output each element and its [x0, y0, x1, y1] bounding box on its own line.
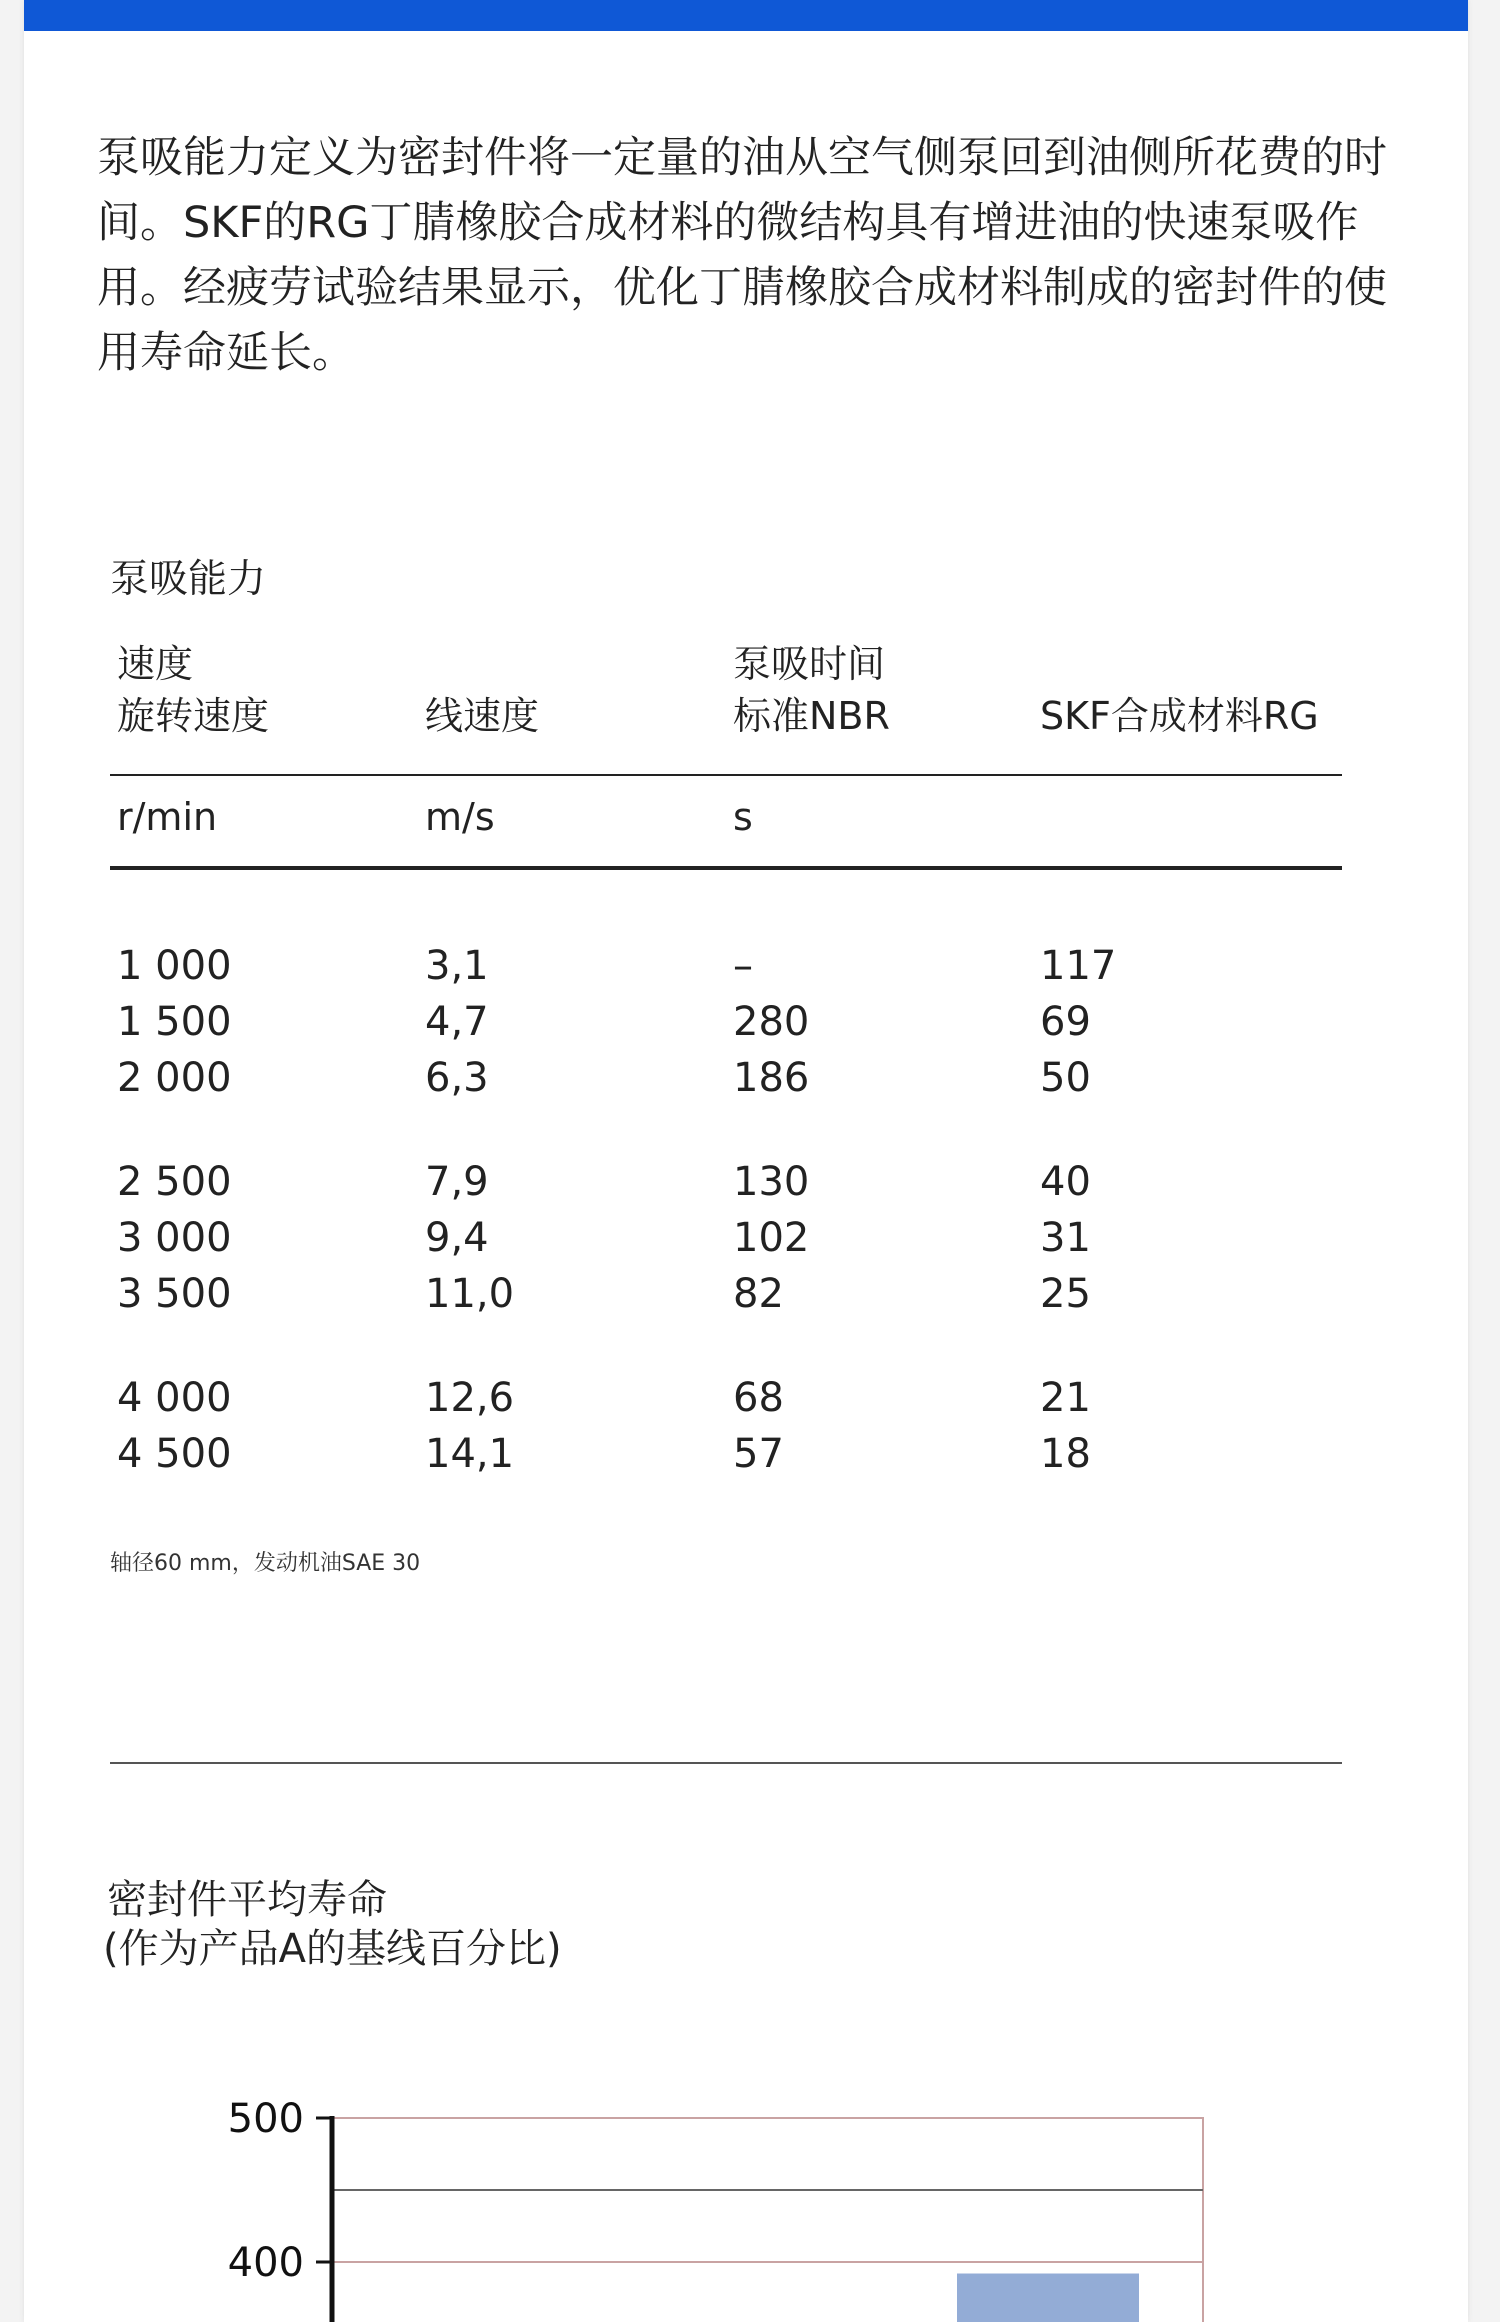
cell-nbr: 57 — [733, 1431, 784, 1477]
cell-rg: 18 — [1040, 1431, 1091, 1477]
table-row — [0, 998, 1500, 1054]
cell-linear: 11,0 — [425, 1271, 515, 1317]
unit-time: s — [733, 795, 753, 839]
chart-subtitle: (作为产品A的基线百分比) — [103, 1926, 562, 1972]
cell-rotational: 4 500 — [117, 1431, 232, 1477]
section-separator — [110, 1762, 1342, 1764]
table-row — [0, 1158, 1500, 1214]
cell-rotational: 1 000 — [117, 943, 232, 989]
header-group-speed: 速度 — [117, 642, 194, 686]
cell-linear: 12,6 — [425, 1375, 515, 1421]
y-tick-label: 400 — [227, 2240, 304, 2286]
chart-title: 密封件平均寿命 — [107, 1877, 387, 1923]
cell-rotational: 3 000 — [117, 1215, 232, 1261]
top-accent-bar — [24, 0, 1468, 31]
cell-rotational: 3 500 — [117, 1271, 232, 1317]
cell-rg: 50 — [1040, 1055, 1091, 1101]
y-ticks — [228, 2096, 332, 2286]
cell-rg: 31 — [1040, 1215, 1091, 1261]
table-row — [0, 942, 1500, 998]
cell-rg: 25 — [1040, 1271, 1091, 1317]
y-tick-label: 500 — [227, 2096, 304, 2142]
cell-linear: 6,3 — [425, 1055, 489, 1101]
table-row — [0, 1214, 1500, 1270]
header-skf-rg: SKF合成材料RG — [1040, 694, 1319, 738]
chart-bar — [957, 2274, 1139, 2322]
header-standard-nbr: 标准NBR — [733, 694, 890, 738]
cell-nbr: 68 — [733, 1375, 784, 1421]
units-divider — [110, 866, 1342, 870]
table-footnote: 轴径60 mm，发动机油SAE 30 — [110, 1551, 421, 1576]
cell-rotational: 1 500 — [117, 999, 232, 1045]
table-row — [0, 1270, 1500, 1326]
cell-nbr: 130 — [733, 1159, 810, 1205]
cell-rg: 21 — [1040, 1375, 1091, 1421]
table-row — [0, 1054, 1500, 1110]
cell-nbr: – — [733, 943, 753, 989]
cell-linear: 7,9 — [425, 1159, 489, 1205]
cell-linear: 14,1 — [425, 1431, 515, 1477]
intro-paragraph: 泵吸能力定义为密封件将一定量的油从空气侧泵回到油侧所花费的时间。SKF的RG丁腈橡胶合成材料的微结构具有增进油的快速泵吸作用。经疲劳试验结果显示，优化丁腈橡胶合成材料制成的密封件的使用寿命延长。 — [97, 133, 1387, 378]
seal-life-chart — [0, 2060, 1500, 2322]
cell-linear: 9,4 — [425, 1215, 489, 1261]
cell-rotational: 2 000 — [117, 1055, 232, 1101]
cell-nbr: 102 — [733, 1215, 810, 1261]
cell-nbr: 280 — [733, 999, 810, 1045]
table-title: 泵吸能力 — [110, 557, 267, 602]
cell-rg: 40 — [1040, 1159, 1091, 1205]
table-row — [0, 1374, 1500, 1430]
cell-rotational: 2 500 — [117, 1159, 232, 1205]
header-divider — [110, 774, 1342, 776]
table-row — [0, 1430, 1500, 1486]
cell-nbr: 186 — [733, 1055, 810, 1101]
cell-linear: 4,7 — [425, 999, 489, 1045]
header-group-pumping-time: 泵吸时间 — [733, 642, 886, 686]
header-rotational-speed: 旋转速度 — [117, 694, 270, 738]
unit-linear: m/s — [425, 795, 495, 839]
header-linear-speed: 线速度 — [425, 694, 540, 738]
unit-rotational: r/min — [117, 795, 218, 839]
cell-rotational: 4 000 — [117, 1375, 232, 1421]
cell-nbr: 82 — [733, 1271, 784, 1317]
cell-rg: 117 — [1040, 943, 1117, 989]
cell-rg: 69 — [1040, 999, 1091, 1045]
cell-linear: 3,1 — [425, 943, 489, 989]
